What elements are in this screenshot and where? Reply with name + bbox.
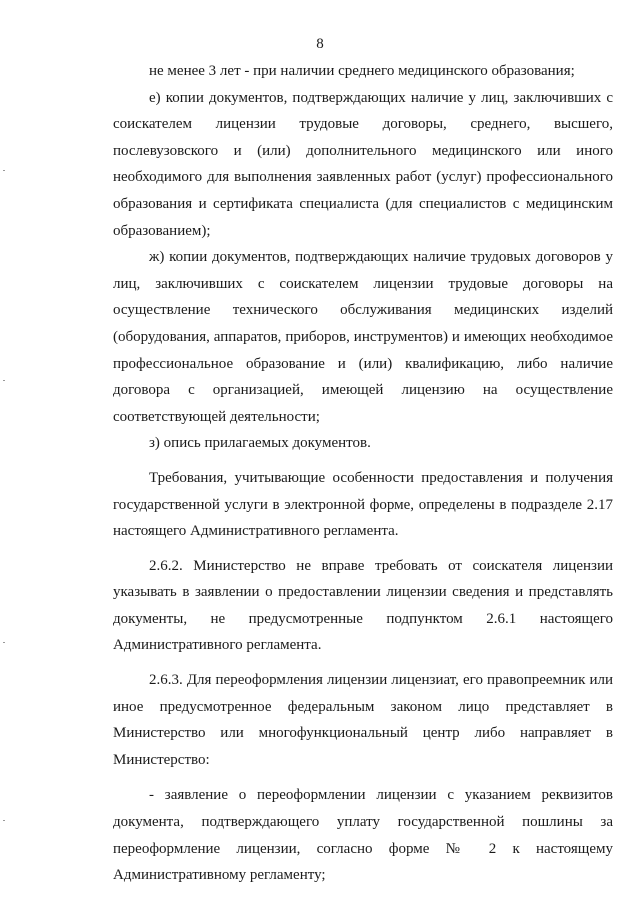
scan-artifact xyxy=(3,170,5,171)
document-body xyxy=(113,58,613,889)
paragraph-item-zh: ж) копии документов, подтверждающих наличие трудовых договоров у лиц, заключивших с соискателем лицензии трудовые договоры на осуществление технического обслуживания медицинских изделий (оборудования, аппаратов, приборов, инструментов) и имеющих необходимое профессиональное образование и (или) квалификацию, либо наличие договора с организацией, имеющей лицензию на осуществление соответствующей деятельности; xyxy=(113,249,613,425)
paragraph-2-6-2: 2.6.2. Министерство не вправе требовать от соискателя лицензии указывать в заявлении о предоставлении лицензии сведения и представлять документы, не предусмотренные подпунктом 2.6.1 настоящего Административного регламента. xyxy=(113,557,613,654)
page-number: 8 xyxy=(316,36,324,52)
scan-artifact xyxy=(3,820,5,821)
paragraph-reissue-application: - заявление о переоформлении лицензии с указанием реквизитов документа, подтверждающего уплату государственной пошлины за переоформление лицензии, согласно форме № 2 к настоящему Административному регламенту; xyxy=(113,787,613,884)
scan-artifact xyxy=(3,642,5,643)
scan-artifact xyxy=(3,380,5,381)
paragraph-item-z: з) опись прилагаемых документов. xyxy=(149,435,371,452)
paragraph-item-e: е) копии документов, подтверждающих наличие у лиц, заключивших с соискателем лицензии трудовые договоры, среднего, высшего, послевузовского и (или) дополнительного медицинского или иного необходимого для выполнения заявленных работ (услуг) профессионального образования и сертификата специалиста (для специалистов с медицинским образованием); xyxy=(113,89,613,239)
paragraph-electronic-requirements: Требования, учитывающие особенности предоставления и получения государственной услуги в электронной форме, определены в подразделе 2.17 настоящего Административного регламента. xyxy=(113,469,613,540)
paragraph-2-6-3: 2.6.3. Для переоформления лицензии лицензиат, его правопреемник или иное предусмотренное федеральным законом лицо представляет в Министерство или многофункциональный центр либо направляет в Министерство: xyxy=(113,672,613,768)
paragraph-education-continuation: не менее 3 лет - при наличии среднего медицинского образования; xyxy=(149,63,575,79)
